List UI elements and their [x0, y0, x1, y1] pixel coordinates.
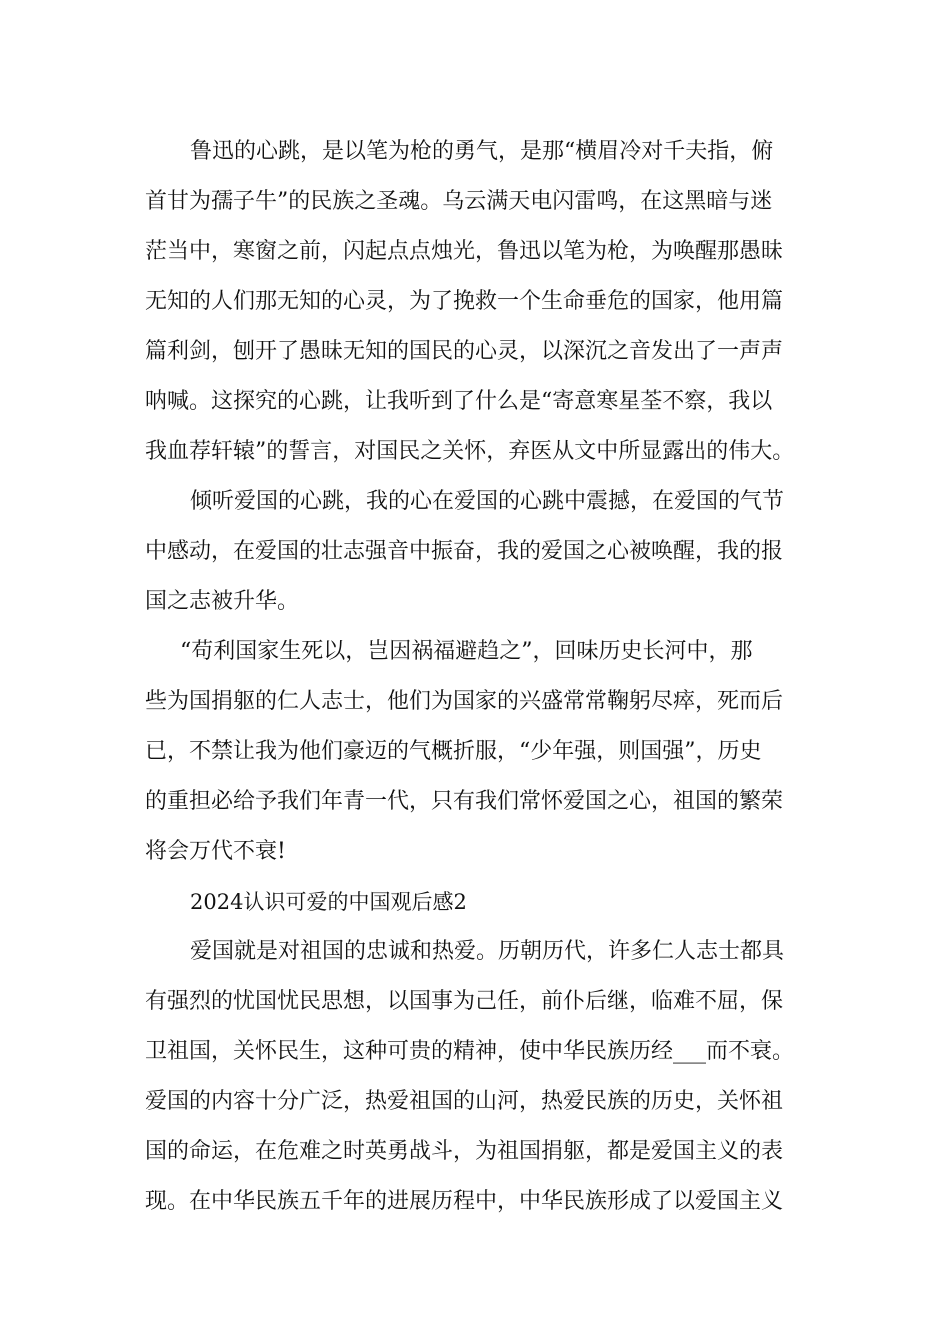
text-line: 国之志被升华。: [145, 589, 300, 614]
text-line: 有强烈的忧国忧民思想，以国事为己任，前仆后继，临难不屈，保: [145, 989, 784, 1014]
text-line: 呐喊。这探究的心跳，让我听到了什么是“寄意寒星荃不察，我以: [145, 389, 773, 414]
text-line: 将会万代不衰!: [145, 839, 286, 864]
text-line: 无知的人们那无知的心灵，为了挽救一个生命垂危的国家，他用篇: [145, 289, 784, 314]
text-line: 中感动，在爱国的壮志强音中振奋，我的爱国之心被唤醒，我的报: [145, 539, 784, 564]
text-line: 篇利剑，刨开了愚昧无知的国民的心灵，以深沉之音发出了一声声: [145, 339, 784, 364]
text-line: 茫当中，寒窗之前，闪起点点烛光，鲁迅以笔为枪，为唤醒那愚昧: [145, 239, 784, 264]
text-line: 已，不禁让我为他们豪迈的气概折服，“少年强，则国强”，历史: [145, 739, 762, 764]
text-line: 爱国就是对祖国的忠诚和热爱。历朝历代，许多仁人志士都具: [190, 939, 785, 964]
text-line: 鲁迅的心跳，是以笔为枪的勇气，是那“横眉冷对千夫指，俯: [190, 139, 774, 164]
text-line: 倾听爱国的心跳，我的心在爱国的心跳中震撼，在爱国的气节: [190, 489, 785, 514]
text-line: 些为国捐躯的仁人志士，他们为国家的兴盛常常鞠躬尽瘁，死而后: [145, 689, 784, 714]
text-line: 卫祖国，关怀民生，这种可贵的精神，使中华民族历经___而不衰。: [145, 1039, 795, 1064]
text-line: 爱国的内容十分广泛，热爱祖国的山河，热爱民族的历史，关怀祖: [145, 1089, 784, 1114]
text-line: 国的命运，在危难之时英勇战斗，为祖国捐躯，都是爱国主义的表: [145, 1139, 784, 1164]
text-line: 我血荐轩辕”的誓言，对国民之关怀，弃医从文中所显露出的伟大。: [145, 439, 795, 464]
section-heading: 2024认识可爱的中国观后感2: [190, 890, 467, 914]
text-line: 的重担必给予我们年青一代，只有我们常怀爱国之心，祖国的繁荣: [145, 789, 784, 814]
text-line: 现。在中华民族五千年的进展历程中，中华民族形成了以爱国主义: [145, 1189, 784, 1214]
text-line: “苟利国家生死以，岂因祸福避趋之”，回味历史长河中，那: [180, 639, 753, 664]
text-line: 首甘为孺子牛”的民族之圣魂。乌云满天电闪雷鸣，在这黑暗与迷: [145, 189, 773, 214]
